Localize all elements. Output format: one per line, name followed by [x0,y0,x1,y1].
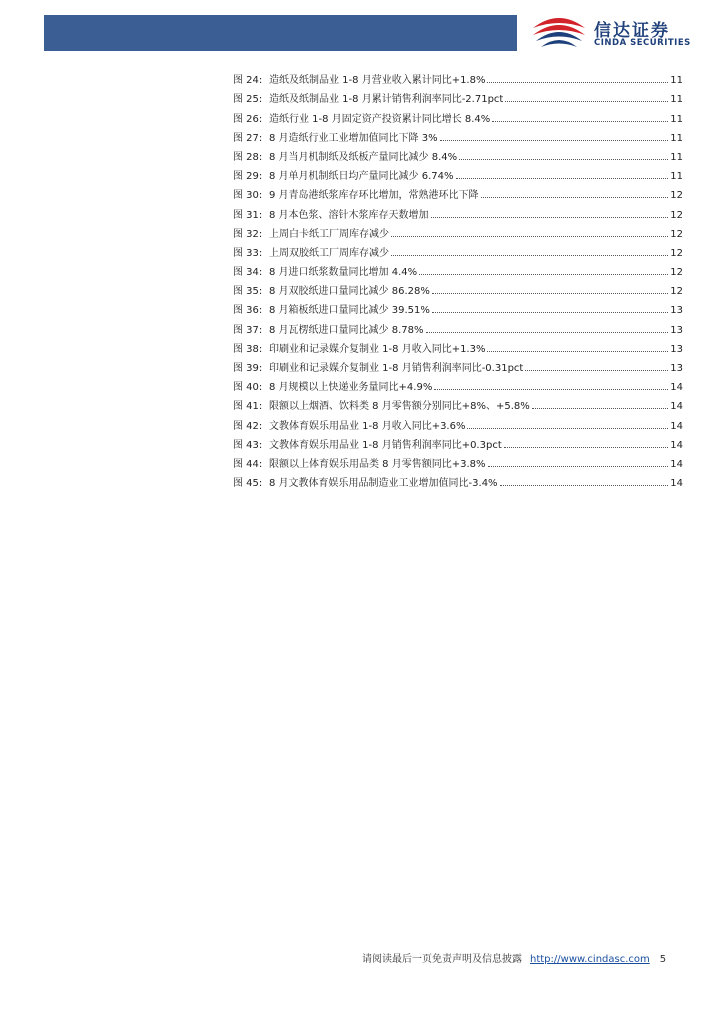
toc-entry[interactable] [233,278,683,297]
toc-dot-leader [505,101,668,102]
toc-entry[interactable] [233,259,683,278]
toc-entry-page: 12 [670,228,683,240]
toc-entry-page: 11 [670,75,683,87]
toc-dot-leader [467,428,668,429]
toc-entry-title: 8 月规模以上快递业务量同比+4.9% [269,382,433,394]
logo-text-en: CINDA SECURITIES [594,38,691,48]
toc-entry-page: 13 [670,343,683,355]
toc-entry-page: 14 [670,478,683,490]
toc-entry-label: 图 34: [233,267,263,279]
toc-entry-label: 图 33: [233,247,263,259]
toc-dot-leader [504,447,669,448]
toc-dot-leader [440,140,669,141]
toc-entry-page: 13 [670,363,683,374]
toc-entry-title: 8 月当月机制纸及纸板产量同比减少 8.4% [269,151,458,163]
toc-dot-leader [488,466,669,467]
toc-entry[interactable] [233,86,683,105]
toc-entry[interactable] [233,105,683,124]
toc-entry-page: 14 [670,439,683,451]
toc-entry-title: 8 月造纸行业工业增加值同比下降 3% [269,132,438,144]
toc-entry-label: 图 31: [233,209,263,221]
toc-dot-leader [434,389,668,390]
toc-entry-label: 图 37: [233,324,263,336]
toc-entry-title: 造纸行业 1-8 月固定资产投资累计同比增长 8.4% [269,113,491,125]
toc-entry-title: 9 月青岛港纸浆库存环比增加，常熟港环比下降 [269,190,479,202]
toc-entry[interactable] [233,355,683,374]
toc-entry-label: 图 27: [233,132,263,144]
toc-entry[interactable] [233,297,683,316]
toc-entry-title: 8 月箱板纸进口量同比减少 39.51% [269,305,430,317]
toc-entry[interactable] [233,144,683,163]
toc-dot-leader [532,408,669,409]
toc-entry[interactable] [233,182,683,201]
page-number: 5 [659,954,667,965]
toc-entry-label: 图 32: [233,228,263,240]
toc-entry[interactable] [233,470,683,489]
toc-entry[interactable] [233,221,683,240]
toc-entry-page: 12 [670,247,683,259]
toc-entry-page: 13 [670,305,683,317]
toc-entry-label: 图 40: [233,382,263,394]
toc-entry-title: 文教体育娱乐用品业 1-8 月收入同比+3.6% [269,420,466,432]
toc-entry-page: 12 [670,286,683,298]
toc-dot-leader [391,236,668,237]
toc-dot-leader [431,217,669,218]
toc-entry-page: 11 [670,94,683,106]
toc-dot-leader [525,370,668,371]
toc-entry[interactable] [233,336,683,355]
toc-entry[interactable] [233,67,683,86]
toc-dot-leader [487,82,668,83]
toc-entry[interactable] [233,374,683,393]
toc-dot-leader [391,255,668,256]
header-bar [44,15,517,51]
toc-dot-leader [487,351,668,352]
toc-entry-label: 图 25: [233,94,263,106]
toc-entry-page: 11 [670,171,683,183]
toc-entry-label: 图 28: [233,151,263,163]
toc-entry-label: 图 26: [233,113,263,125]
toc-dot-leader [500,485,669,486]
toc-entry[interactable] [233,412,683,431]
toc-dot-leader [459,159,668,160]
toc-entry-title: 造纸及纸制品业 1-8 月营业收入累计同比+1.8% [269,75,486,87]
toc-entry-label: 图 39: [233,363,263,374]
toc-entry-title: 印刷业和记录媒介复制业 1-8 月销售利润率同比-0.31pct [269,363,524,374]
toc-entry-title: 文教体育娱乐用品业 1-8 月销售利润率同比+0.3pct [269,439,502,451]
toc-entry[interactable] [233,316,683,335]
toc-entry-title: 8 月单月机制纸日均产量同比减少 6.74% [269,171,454,183]
toc-entry[interactable] [233,393,683,412]
toc-entry-page: 13 [670,324,683,336]
toc-entry-page: 11 [670,113,683,125]
toc-entry-label: 图 24: [233,75,263,87]
toc-entry-page: 11 [670,132,683,144]
toc-entry-title: 上周双胶纸工厂周库存减少 [269,247,389,259]
figure-toc-list [233,67,683,489]
cinda-logo-icon [530,14,588,54]
toc-entry-label: 图 44: [233,458,263,470]
toc-dot-leader [492,121,668,122]
toc-entry-page: 14 [670,420,683,432]
toc-entry[interactable] [233,163,683,182]
toc-entry[interactable] [233,240,683,259]
toc-entry-label: 图 41: [233,401,263,413]
toc-entry-title: 8 月本色浆、溶针木浆库存天数增加 [269,209,429,221]
footer-website-link[interactable]: http://www.cindasc.com [530,954,650,965]
toc-entry-page: 14 [670,382,683,394]
footer-disclaimer: 请阅读最后一页免责声明及信息披露 [362,954,522,965]
toc-entry-title: 8 月瓦楞纸进口量同比减少 8.78% [269,324,424,336]
toc-entry-label: 图 30: [233,190,263,202]
toc-dot-leader [426,332,669,333]
toc-dot-leader [432,293,668,294]
toc-entry-title: 限额以上体育娱乐用品类 8 月零售额同比+3.8% [269,458,486,470]
toc-entry-label: 图 38: [233,343,263,355]
toc-entry-title: 8 月进口纸浆数量同比增加 4.4% [269,267,418,279]
toc-entry-title: 造纸及纸制品业 1-8 月累计销售利润率同比-2.71pct [269,94,504,106]
toc-entry-label: 图 45: [233,478,263,490]
toc-entry-page: 12 [670,209,683,221]
toc-dot-leader [419,274,668,275]
toc-entry[interactable] [233,451,683,470]
toc-entry-page: 14 [670,401,683,413]
toc-entry-label: 图 43: [233,439,263,451]
toc-dot-leader [481,197,669,198]
toc-entry-title: 限额以上烟酒、饮料类 8 月零售额分别同比+8%、+5.8% [269,401,530,413]
toc-entry[interactable] [233,432,683,451]
toc-dot-leader [456,178,669,179]
toc-entry[interactable] [233,201,683,220]
toc-entry-title: 8 月双胶纸进口量同比减少 86.28% [269,286,430,298]
toc-entry-page: 12 [670,267,683,279]
toc-entry-label: 图 42: [233,420,263,432]
toc-dot-leader [432,312,668,313]
toc-entry-title: 印刷业和记录媒介复制业 1-8 月收入同比+1.3% [269,343,486,355]
footer [362,950,666,965]
toc-entry-label: 图 36: [233,305,263,317]
toc-entry-title: 8 月文教体育娱乐用品制造业工业增加值同比-3.4% [269,478,498,490]
cinda-logo [530,14,710,54]
toc-entry[interactable] [233,125,683,144]
toc-entry-label: 图 29: [233,171,263,183]
toc-entry-page: 12 [670,190,683,202]
logo-text-cn: 信达证券 [594,21,670,41]
toc-entry-page: 11 [670,151,683,163]
toc-entry-label: 图 35: [233,286,263,298]
toc-entry-page: 14 [670,458,683,470]
toc-entry-title: 上周白卡纸工厂周库存减少 [269,228,389,240]
